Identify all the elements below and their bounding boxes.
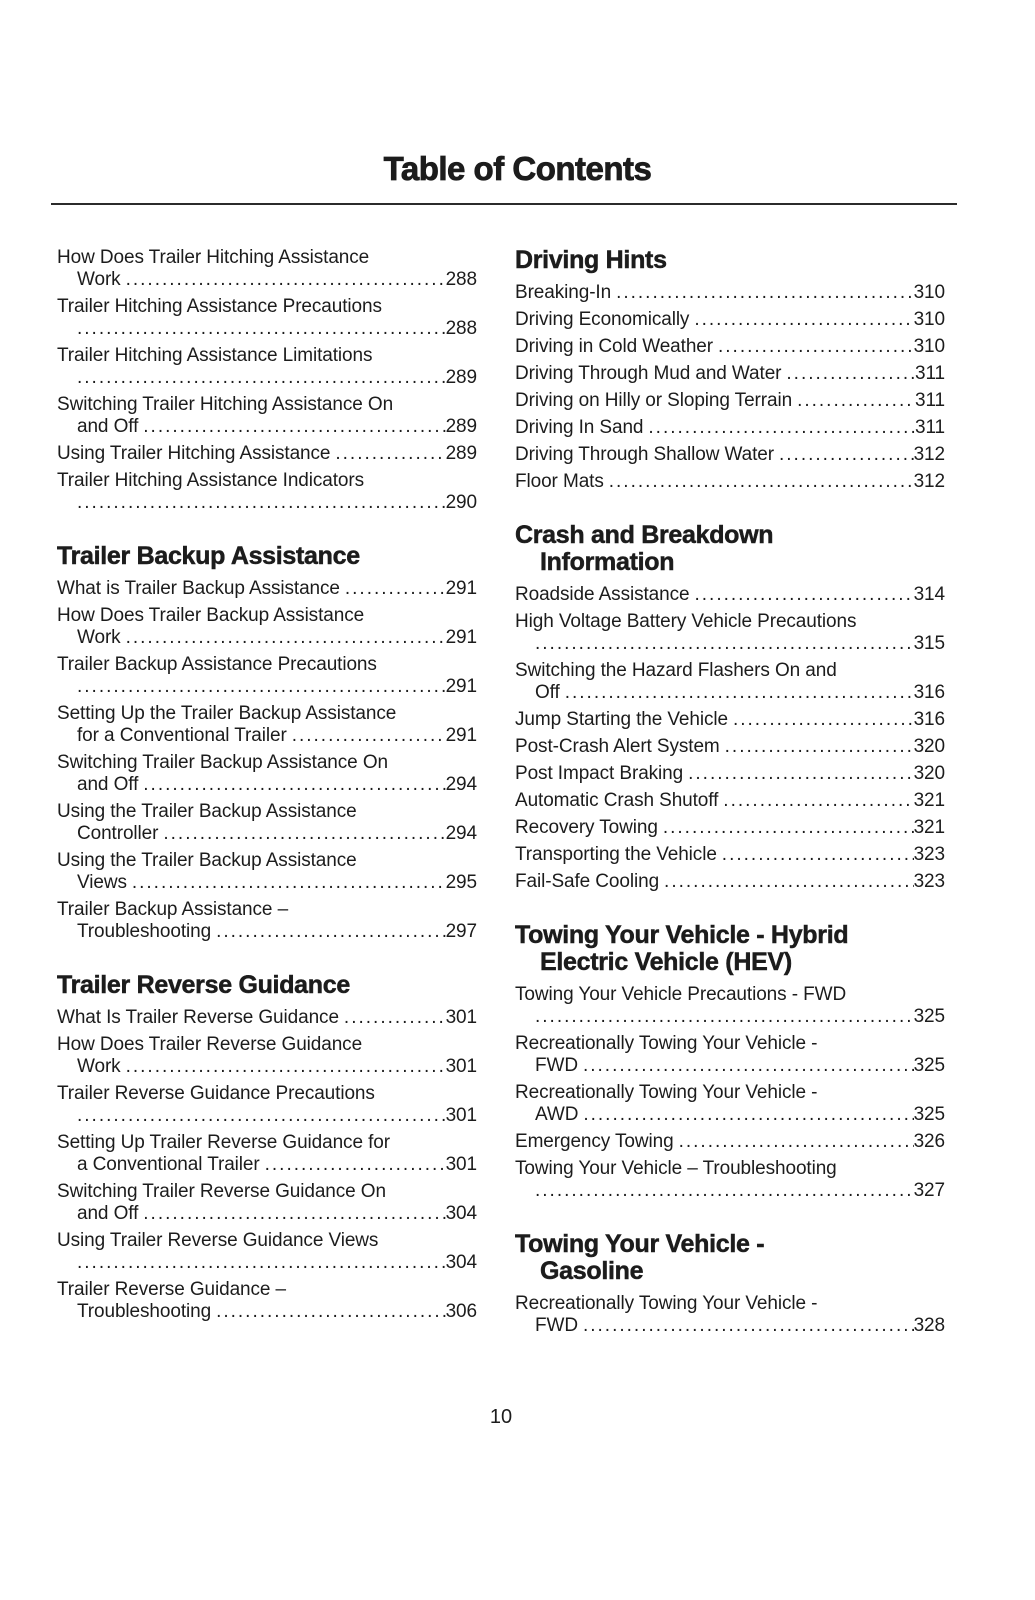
entry-dot-line bbox=[57, 1056, 477, 1078]
toc-entry bbox=[57, 394, 477, 438]
entry-title-text: Trailer Hitching Assistance Limitations bbox=[57, 345, 373, 366]
entry-dot-line bbox=[515, 790, 945, 812]
entry-title-text: Transporting the Vehicle bbox=[515, 844, 717, 865]
entry-page-number: 310 bbox=[913, 282, 945, 303]
dot-leader bbox=[535, 1006, 914, 1028]
entry-title-text: FWD bbox=[535, 1315, 578, 1336]
toc-section bbox=[515, 922, 945, 1202]
entry-page-number: 288 bbox=[445, 318, 477, 339]
entry-dot-line bbox=[515, 1315, 945, 1337]
entry-title-text: FWD bbox=[535, 1055, 578, 1076]
dot-leader bbox=[565, 682, 914, 704]
toc-entry bbox=[515, 309, 945, 331]
entry-dot-line bbox=[515, 309, 945, 331]
entry-title-text: Driving Through Shallow Water bbox=[515, 444, 774, 465]
entry-dot-line bbox=[515, 390, 945, 412]
entry-page-number: 295 bbox=[445, 872, 477, 893]
entry-title-text: Switching the Hazard Flashers On and bbox=[515, 660, 837, 681]
toc-section bbox=[57, 247, 477, 514]
entry-title-text: Troubleshooting bbox=[77, 1301, 212, 1322]
dot-leader bbox=[335, 443, 445, 465]
toc-entry bbox=[57, 1181, 477, 1225]
dot-leader bbox=[688, 763, 913, 785]
entry-dot-line bbox=[515, 736, 945, 758]
entry-title-text: Breaking-In bbox=[515, 282, 612, 303]
entry-title-text: How Does Trailer Hitching Assistance bbox=[57, 247, 370, 268]
entry-page-number: 325 bbox=[913, 1006, 945, 1027]
toc-entry bbox=[515, 871, 945, 893]
entry-dot-line bbox=[57, 416, 477, 438]
dot-leader bbox=[143, 416, 445, 438]
entry-title-text: Trailer Hitching Assistance Indicators bbox=[57, 470, 365, 491]
section-heading bbox=[57, 972, 477, 999]
entry-page-number: 311 bbox=[915, 417, 945, 438]
page-title: Table of Contents bbox=[383, 150, 652, 187]
dot-leader bbox=[345, 578, 446, 600]
dot-leader bbox=[609, 471, 914, 493]
entry-page-number: 291 bbox=[445, 676, 477, 697]
entry-dot-line bbox=[57, 627, 477, 649]
entry-page-number: 301 bbox=[445, 1007, 477, 1028]
entry-title-text: Jump Starting the Vehicle bbox=[515, 709, 728, 730]
entry-title-text: Emergency Towing bbox=[515, 1131, 674, 1152]
toc-entry bbox=[57, 578, 477, 600]
entry-dot-line bbox=[515, 1180, 945, 1202]
entry-page-number: 320 bbox=[913, 736, 945, 757]
entry-title-text: Post-Crash Alert System bbox=[515, 736, 720, 757]
toc-entry bbox=[57, 1230, 477, 1274]
entry-page-number: 297 bbox=[445, 921, 477, 942]
entry-page-number: 289 bbox=[445, 367, 477, 388]
dot-leader bbox=[535, 1180, 914, 1202]
entry-page-number: 290 bbox=[445, 492, 477, 513]
toc-entry bbox=[515, 1293, 945, 1337]
entry-title-text: Switching Trailer Hitching Assistance On bbox=[57, 394, 394, 415]
entry-title-text: Off bbox=[535, 682, 560, 703]
entry-dot-line bbox=[515, 444, 945, 466]
toc-section bbox=[57, 972, 477, 1323]
entry-page-number: 310 bbox=[913, 336, 945, 357]
entry-title-text: Troubleshooting bbox=[77, 921, 212, 942]
dot-leader bbox=[143, 774, 445, 796]
toc-section bbox=[515, 522, 945, 893]
entry-title-text: Trailer Reverse Guidance Precautions bbox=[57, 1083, 375, 1104]
dot-leader bbox=[779, 444, 914, 466]
entry-page-number: 326 bbox=[913, 1131, 945, 1152]
entry-page-number: 315 bbox=[913, 633, 945, 654]
entry-page-number: 288 bbox=[445, 269, 477, 290]
toc-section bbox=[57, 543, 477, 943]
entry-title-text: Floor Mats bbox=[515, 471, 604, 492]
dot-leader bbox=[163, 823, 445, 845]
toc-entry bbox=[515, 1033, 945, 1077]
entry-dot-line bbox=[57, 872, 477, 894]
section-heading bbox=[515, 522, 945, 576]
entry-dot-line bbox=[515, 1055, 945, 1077]
entry-page-number: 316 bbox=[913, 682, 945, 703]
entry-page-number: 321 bbox=[913, 817, 945, 838]
toc-entry bbox=[57, 470, 477, 514]
entry-page-number: 328 bbox=[913, 1315, 945, 1336]
entry-page-number: 301 bbox=[445, 1105, 477, 1126]
entry-title-text: Work bbox=[77, 1056, 121, 1077]
entry-page-number: 327 bbox=[913, 1180, 945, 1201]
entry-page-number: 311 bbox=[915, 390, 945, 411]
entry-title-text: Driving Economically bbox=[515, 309, 690, 330]
entry-dot-line bbox=[57, 921, 477, 943]
entry-title-text: Driving on Hilly or Sloping Terrain bbox=[515, 390, 793, 411]
entry-dot-line bbox=[57, 823, 477, 845]
dot-leader bbox=[664, 871, 914, 893]
entry-title-text: Switching Trailer Reverse Guidance On bbox=[57, 1181, 386, 1202]
entry-title-text: and Off bbox=[77, 1203, 139, 1224]
entry-title-text: Trailer Reverse Guidance – bbox=[57, 1279, 287, 1300]
entry-title-text: Using the Trailer Backup Assistance bbox=[57, 850, 357, 871]
entry-title-text: Views bbox=[77, 872, 127, 893]
toc-entry bbox=[57, 850, 477, 894]
entry-title-text: Trailer Backup Assistance Precautions bbox=[57, 654, 377, 675]
section-heading bbox=[57, 543, 477, 570]
entry-title-text: Towing Your Vehicle Precautions - FWD bbox=[515, 984, 847, 1005]
entry-title-text: Driving in Cold Weather bbox=[515, 336, 713, 357]
entry-page-number: 306 bbox=[445, 1301, 477, 1322]
entry-dot-line bbox=[515, 682, 945, 704]
entry-title-text: Automatic Crash Shutoff bbox=[515, 790, 719, 811]
dot-leader bbox=[679, 1131, 914, 1153]
toc-entry bbox=[57, 654, 477, 698]
entry-page-number: 316 bbox=[913, 709, 945, 730]
toc-entry bbox=[515, 763, 945, 785]
toc-entry bbox=[515, 1158, 945, 1202]
entry-page-number: 321 bbox=[913, 790, 945, 811]
dot-leader bbox=[733, 709, 914, 731]
entry-dot-line bbox=[57, 1203, 477, 1225]
section-heading-line: Towing Your Vehicle - Hybrid bbox=[515, 921, 849, 949]
section-heading-line: Towing Your Vehicle - bbox=[515, 1230, 765, 1258]
dot-leader bbox=[797, 390, 915, 412]
entry-dot-line bbox=[57, 1154, 477, 1176]
toc-entry bbox=[57, 345, 477, 389]
entry-dot-line bbox=[515, 1131, 945, 1153]
dot-leader bbox=[216, 921, 446, 943]
dot-leader bbox=[583, 1104, 913, 1126]
entry-dot-line bbox=[515, 844, 945, 866]
toc-entry bbox=[515, 336, 945, 358]
entry-dot-line bbox=[57, 318, 477, 340]
entry-page-number: 291 bbox=[445, 578, 477, 599]
toc-entry bbox=[57, 752, 477, 796]
toc-entry bbox=[57, 247, 477, 291]
toc-section bbox=[515, 247, 945, 493]
entry-dot-line bbox=[515, 817, 945, 839]
dot-leader bbox=[648, 417, 915, 439]
entry-title-text: High Voltage Battery Vehicle Precautions bbox=[515, 611, 857, 632]
toc-entry bbox=[515, 584, 945, 606]
toc-entry bbox=[57, 443, 477, 465]
entry-dot-line bbox=[515, 282, 945, 304]
dot-leader bbox=[126, 269, 446, 291]
section-heading bbox=[515, 247, 945, 274]
entry-dot-line bbox=[515, 417, 945, 439]
entry-dot-line bbox=[515, 633, 945, 655]
toc-entry bbox=[515, 844, 945, 866]
dot-leader bbox=[694, 309, 913, 331]
dot-leader bbox=[126, 1056, 446, 1078]
toc-entry bbox=[515, 417, 945, 439]
entry-title-text: Trailer Hitching Assistance Precautions bbox=[57, 296, 382, 317]
entry-page-number: 301 bbox=[445, 1056, 477, 1077]
entry-title-text: and Off bbox=[77, 774, 139, 795]
entry-title-text: for a Conventional Trailer bbox=[77, 725, 287, 746]
toc-entry bbox=[515, 444, 945, 466]
section-heading bbox=[515, 922, 945, 976]
toc-column-right bbox=[515, 247, 945, 1342]
toc-columns bbox=[57, 247, 1035, 1342]
toc-entry bbox=[57, 899, 477, 943]
toc-section bbox=[515, 1231, 945, 1337]
entry-dot-line bbox=[515, 471, 945, 493]
entry-dot-line bbox=[515, 1104, 945, 1126]
entry-title-text: Using the Trailer Backup Assistance bbox=[57, 801, 357, 822]
dot-leader bbox=[718, 336, 914, 358]
entry-dot-line bbox=[57, 1301, 477, 1323]
entry-page-number: 304 bbox=[445, 1252, 477, 1273]
dot-leader bbox=[265, 1154, 446, 1176]
dot-leader bbox=[722, 844, 914, 866]
toc-entry bbox=[515, 282, 945, 304]
entry-page-number: 323 bbox=[913, 871, 945, 892]
entry-page-number: 325 bbox=[913, 1055, 945, 1076]
dot-leader bbox=[535, 633, 914, 655]
entry-title-text: Work bbox=[77, 627, 121, 648]
entry-title-text: Driving In Sand bbox=[515, 417, 644, 438]
entry-title-text: a Conventional Trailer bbox=[77, 1154, 260, 1175]
section-heading-line: Information bbox=[540, 548, 675, 576]
dot-leader bbox=[132, 872, 446, 894]
toc-entry bbox=[57, 1083, 477, 1127]
dot-leader bbox=[616, 282, 914, 304]
dot-leader bbox=[143, 1203, 445, 1225]
page-number: 10 bbox=[489, 1406, 513, 1428]
entry-dot-line bbox=[57, 1105, 477, 1127]
entry-dot-line bbox=[57, 492, 477, 514]
entry-title-text: Recreationally Towing Your Vehicle - bbox=[515, 1033, 818, 1054]
entry-title-text: Towing Your Vehicle – Troubleshooting bbox=[515, 1158, 837, 1179]
entry-page-number: 291 bbox=[445, 627, 477, 648]
entry-title-text: Recovery Towing bbox=[515, 817, 658, 838]
toc-entry bbox=[57, 801, 477, 845]
entry-title-text: Driving Through Mud and Water bbox=[515, 363, 782, 384]
entry-dot-line bbox=[57, 1252, 477, 1274]
entry-title-text: Roadside Assistance bbox=[515, 584, 690, 605]
entry-dot-line bbox=[57, 367, 477, 389]
toc-entry bbox=[57, 605, 477, 649]
entry-title-text: Recreationally Towing Your Vehicle - bbox=[515, 1293, 818, 1314]
dot-leader bbox=[77, 1252, 446, 1274]
entry-title-text: Work bbox=[77, 269, 121, 290]
entry-title-text: Controller bbox=[77, 823, 159, 844]
entry-page-number: 311 bbox=[915, 363, 945, 384]
toc-entry bbox=[515, 390, 945, 412]
entry-page-number: 325 bbox=[913, 1104, 945, 1125]
toc-entry bbox=[515, 363, 945, 385]
entry-page-number: 291 bbox=[445, 725, 477, 746]
entry-dot-line bbox=[57, 578, 477, 600]
entry-title-text: and Off bbox=[77, 416, 139, 437]
dot-leader bbox=[694, 584, 913, 606]
dot-leader bbox=[77, 676, 446, 698]
entry-title-text: Trailer Backup Assistance – bbox=[57, 899, 289, 920]
entry-page-number: 312 bbox=[913, 444, 945, 465]
entry-title-text: Setting Up Trailer Reverse Guidance for bbox=[57, 1132, 390, 1153]
entry-dot-line bbox=[57, 774, 477, 796]
toc-entry bbox=[515, 736, 945, 758]
entry-dot-line bbox=[515, 871, 945, 893]
toc-entry bbox=[515, 984, 945, 1028]
entry-page-number: 294 bbox=[445, 774, 477, 795]
entry-dot-line bbox=[515, 584, 945, 606]
toc-column-left bbox=[57, 247, 477, 1342]
dot-leader bbox=[663, 817, 914, 839]
entry-page-number: 312 bbox=[913, 471, 945, 492]
dot-leader bbox=[216, 1301, 446, 1323]
dot-leader bbox=[344, 1007, 446, 1029]
toc-entry bbox=[57, 1279, 477, 1323]
title-divider bbox=[51, 203, 957, 205]
entry-title-text: Post Impact Braking bbox=[515, 763, 684, 784]
entry-dot-line bbox=[515, 1006, 945, 1028]
entry-page-number: 310 bbox=[913, 309, 945, 330]
entry-page-number: 289 bbox=[445, 416, 477, 437]
entry-title-text: Fail-Safe Cooling bbox=[515, 871, 660, 892]
toc-entry bbox=[57, 1007, 477, 1029]
entry-page-number: 323 bbox=[913, 844, 945, 865]
dot-leader bbox=[77, 1105, 446, 1127]
toc-entry bbox=[515, 709, 945, 731]
dot-leader bbox=[292, 725, 446, 747]
entry-title-text: Setting Up the Trailer Backup Assistance bbox=[57, 703, 397, 724]
entry-dot-line bbox=[515, 763, 945, 785]
entry-dot-line bbox=[515, 336, 945, 358]
entry-dot-line bbox=[57, 443, 477, 465]
entry-dot-line bbox=[515, 363, 945, 385]
section-heading-line: Driving Hints bbox=[515, 246, 667, 274]
entry-title-text: Using Trailer Hitching Assistance bbox=[57, 443, 331, 464]
section-heading-line: Trailer Reverse Guidance bbox=[57, 971, 350, 999]
entry-page-number: 294 bbox=[445, 823, 477, 844]
toc-entry bbox=[515, 817, 945, 839]
entry-page-number: 314 bbox=[913, 584, 945, 605]
entry-title-text: Using Trailer Reverse Guidance Views bbox=[57, 1230, 379, 1251]
toc-entry bbox=[515, 790, 945, 812]
dot-leader bbox=[725, 736, 914, 758]
toc-entry bbox=[515, 1082, 945, 1126]
section-heading-line: Crash and Breakdown bbox=[515, 521, 774, 549]
entry-dot-line bbox=[57, 1007, 477, 1029]
section-heading-line: Gasoline bbox=[540, 1257, 644, 1285]
entry-title-text: What Is Trailer Reverse Guidance bbox=[57, 1007, 339, 1028]
entry-dot-line bbox=[57, 676, 477, 698]
entry-page-number: 304 bbox=[445, 1203, 477, 1224]
toc-entry bbox=[57, 296, 477, 340]
entry-dot-line bbox=[57, 725, 477, 747]
dot-leader bbox=[583, 1315, 914, 1337]
section-heading-line: Trailer Backup Assistance bbox=[57, 542, 360, 570]
dot-leader bbox=[126, 627, 446, 649]
entry-page-number: 289 bbox=[445, 443, 477, 464]
toc-entry bbox=[515, 471, 945, 493]
entry-title-text: Recreationally Towing Your Vehicle - bbox=[515, 1082, 818, 1103]
entry-title-text: Switching Trailer Backup Assistance On bbox=[57, 752, 388, 773]
toc-entry bbox=[57, 703, 477, 747]
entry-title-text: What is Trailer Backup Assistance bbox=[57, 578, 340, 599]
toc-entry bbox=[515, 611, 945, 655]
dot-leader bbox=[723, 790, 913, 812]
section-heading-line: Electric Vehicle (HEV) bbox=[540, 948, 792, 976]
entry-dot-line bbox=[57, 269, 477, 291]
toc-entry bbox=[57, 1132, 477, 1176]
toc-entry bbox=[57, 1034, 477, 1078]
toc-entry bbox=[515, 660, 945, 704]
dot-leader bbox=[77, 492, 446, 514]
entry-title-text: AWD bbox=[535, 1104, 579, 1125]
entry-title-text: How Does Trailer Reverse Guidance bbox=[57, 1034, 363, 1055]
entry-page-number: 301 bbox=[445, 1154, 477, 1175]
entry-page-number: 320 bbox=[913, 763, 945, 784]
section-heading bbox=[515, 1231, 945, 1285]
entry-title-text: How Does Trailer Backup Assistance bbox=[57, 605, 365, 626]
toc-entry bbox=[515, 1131, 945, 1153]
dot-leader bbox=[77, 318, 446, 340]
entry-dot-line bbox=[515, 709, 945, 731]
dot-leader bbox=[77, 367, 446, 389]
dot-leader bbox=[583, 1055, 914, 1077]
dot-leader bbox=[786, 363, 915, 385]
